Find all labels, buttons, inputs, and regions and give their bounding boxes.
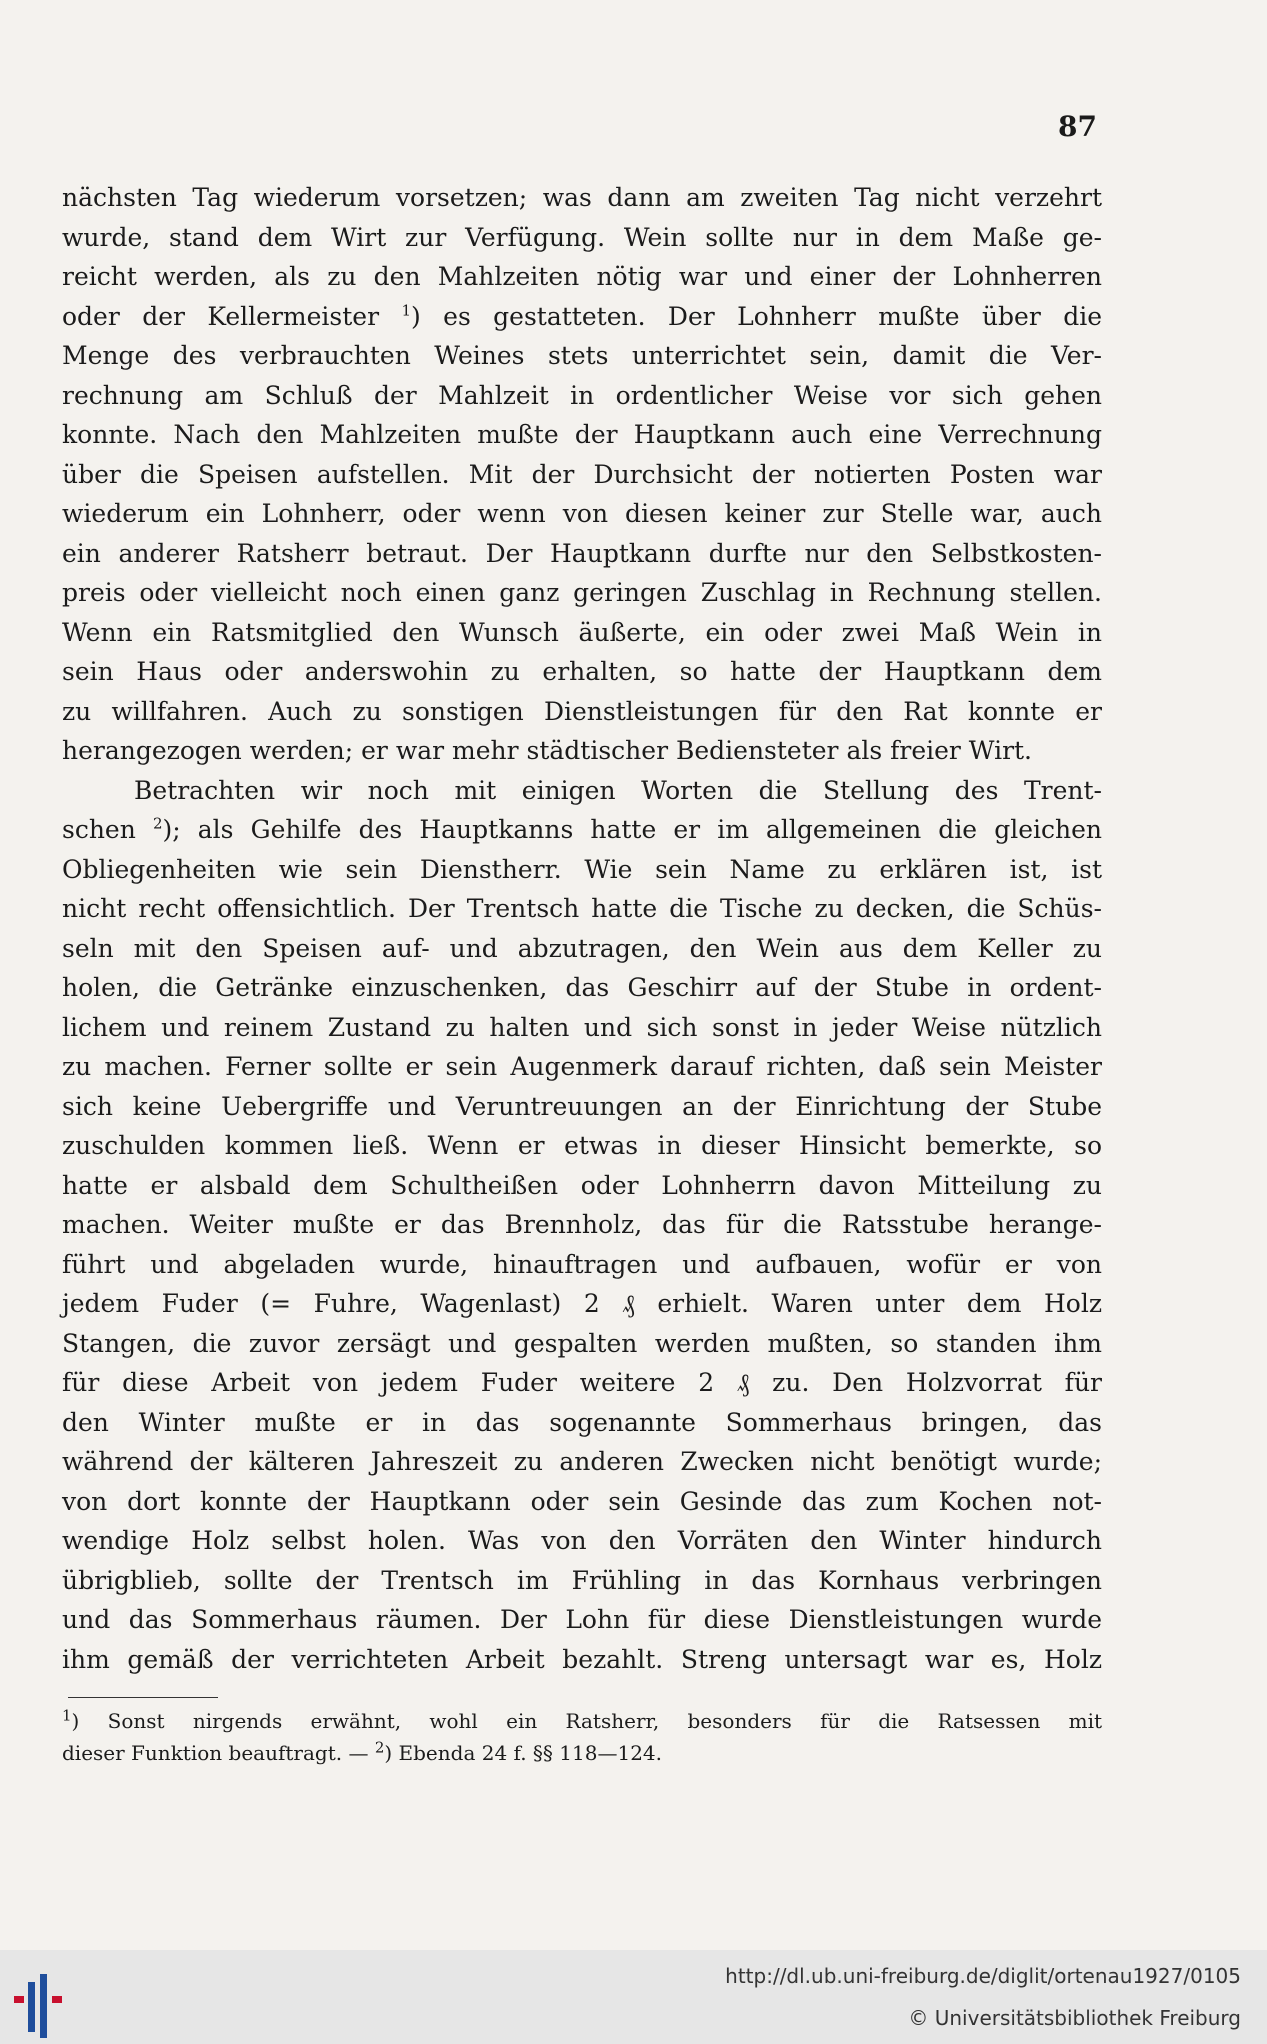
- footnote-text: dieser Funktion beauftragt. —: [62, 1741, 375, 1765]
- text-line: wiederum ein Lohnherr, oder wenn von diesen keiner zur Stelle war, auch: [62, 499, 1102, 528]
- text-line: Stangen, die zuvor zersägt und gespalten werden mußten, so standen ihm: [62, 1328, 1102, 1358]
- text-line: sein Haus oder anderswohin zu erhalten, so hatte der Hauptkann dem: [62, 657, 1102, 686]
- text-line: Wenn ein Ratsmitglied den Wunsch äußerte, ein oder zwei Maß Wein in: [62, 617, 1102, 647]
- copyright-notice: © Universitätsbibliothek Freiburg: [908, 2006, 1241, 2030]
- text-line: [62, 810, 1102, 850]
- text-line: zuschulden kommen ließ. Wenn er etwas in dieser Hinsicht bemerkte, so: [62, 1131, 1102, 1160]
- footnote-number-1: 1: [62, 1706, 72, 1725]
- footnotes: [62, 1705, 1102, 1769]
- paragraph-2: [62, 771, 1102, 1680]
- footnote-number-2: 2: [374, 1738, 385, 1757]
- footnote-marker-1: 1: [401, 301, 411, 320]
- footnote-text: ) Ebenda 24 f. §§ 118—124.: [384, 1741, 662, 1765]
- text-line: Obliegenheiten wie sein Dienstherr. Wie sein Name zu erklären ist, ist: [62, 854, 1102, 884]
- text-line: preis oder vielleicht noch einen ganz geringen Zuschlag in Rechnung stellen.: [62, 578, 1102, 607]
- text-line: von dort konnte der Hauptkann oder sein Gesinde das zum Kochen not-: [62, 1486, 1102, 1516]
- page-number: 87: [1058, 110, 1097, 143]
- text-line: über die Speisen aufstellen. Mit der Durchsicht der notierten Posten war: [62, 459, 1102, 489]
- text-line: nächsten Tag wiederum vorsetzen; was dann am zweiten Tag nicht verzehrt: [62, 183, 1102, 212]
- text-line: reicht werden, als zu den Mahlzeiten nötig war und einer der Lohnherren: [62, 262, 1102, 291]
- text-line: rechnung am Schluß der Mahlzeit in ordentlicher Weise vor sich gehen: [62, 380, 1102, 410]
- main-text: [62, 178, 1102, 1679]
- text-line: wendige Holz selbst holen. Was von den Vorräten den Winter hindurch: [62, 1526, 1102, 1555]
- footnote-line: [62, 1705, 1102, 1737]
- text-segment: ); als Gehilfe des Hauptkanns hatte er im allgemeinen die gleichen: [162, 815, 1102, 844]
- text-line: lichem und reinem Zustand zu halten und sich sonst in jeder Weise nützlich: [62, 1012, 1102, 1042]
- text-line: den Winter mußte er in das sogenannte Sommerhaus bringen, das: [62, 1407, 1102, 1437]
- paragraph-1: [62, 178, 1102, 771]
- text-segment: ) es gestatteten. Der Lohnherr mußte über die: [410, 301, 1102, 331]
- text-line: ihm gemäß der verrichteten Arbeit bezahlt. Streng untersagt war es, Holz: [62, 1644, 1102, 1674]
- text-line: Betrachten wir noch mit einigen Worten die Stellung des Trent-: [134, 775, 1102, 805]
- text-line: machen. Weiter mußte er das Brennholz, das für die Ratsstube herange-: [62, 1210, 1102, 1239]
- text-line: herangezogen werden; er war mehr städtischer Bediensteter als freier Wirt.: [62, 736, 1033, 765]
- text-segment: oder der Kellermeister: [62, 301, 380, 331]
- text-line: ein anderer Ratsherr betraut. Der Hauptkann durfte nur den Selbstkosten-: [62, 538, 1102, 568]
- text-line: holen, die Getränke einzuschenken, das Geschirr auf der Stube in ordent-: [62, 973, 1102, 1002]
- text-line: seln mit den Speisen auf- und abzutragen, den Wein aus dem Keller zu: [62, 933, 1102, 963]
- text-line: hatte er alsbald dem Schultheißen oder Lohnherrn davon Mitteilung zu: [62, 1170, 1102, 1200]
- text-line: und das Sommerhaus räumen. Der Lohn für diese Dienstleistungen wurde: [62, 1605, 1102, 1634]
- document-url-link[interactable]: http://dl.ub.uni-freiburg.de/diglit/ortenau1927/0105: [725, 1964, 1241, 1988]
- text-line: sich keine Uebergriffe und Veruntreuungen an der Einrichtung der Stube: [62, 1091, 1102, 1121]
- text-line: während der kälteren Jahreszeit zu anderen Zwecken nicht benötigt wurde;: [62, 1447, 1102, 1476]
- text-line: Menge des verbrauchten Weines stets unterrichtet sein, damit die Ver-: [62, 341, 1102, 370]
- text-line: [62, 297, 1102, 337]
- footnote-marker-2: 2: [152, 814, 163, 833]
- text-line: nicht recht offensichtlich. Der Trentsch hatte die Tische zu decken, die Schüs-: [62, 894, 1102, 923]
- text-line: zu willfahren. Auch zu sonstigen Dienstleistungen für den Rat konnte er: [62, 696, 1102, 726]
- text-line: jedem Fuder (= Fuhre, Wagenlast) 2 ₰ erhielt. Waren unter dem Holz: [62, 1289, 1102, 1318]
- footnote-text: ) Sonst nirgends erwähnt, wohl ein Ratsherr, besonders für die Ratsessen mit: [71, 1709, 1102, 1733]
- text-line: wurde, stand dem Wirt zur Verfügung. Wein sollte nur in dem Maße ge-: [62, 222, 1102, 252]
- text-segment: schen: [62, 815, 136, 844]
- text-line: konnte. Nach den Mahlzeiten mußte der Hauptkann auch eine Verrechnung: [62, 420, 1102, 449]
- text-line: übrigblieb, sollte der Trentsch im Frühling in das Kornhaus verbringen: [62, 1565, 1102, 1595]
- text-line: zu machen. Ferner sollte er sein Augenmerk darauf richten, daß sein Meister: [62, 1052, 1102, 1081]
- text-line: für diese Arbeit von jedem Fuder weitere 2 ₰ zu. Den Holzvorrat für: [62, 1368, 1102, 1397]
- footnote-line: [62, 1737, 1102, 1769]
- ub-freiburg-logo-icon: [10, 1960, 70, 2040]
- text-line: führt und abgeladen wurde, hinauftragen und aufbauen, wofür er von: [62, 1249, 1102, 1279]
- footnote-divider: [68, 1697, 218, 1698]
